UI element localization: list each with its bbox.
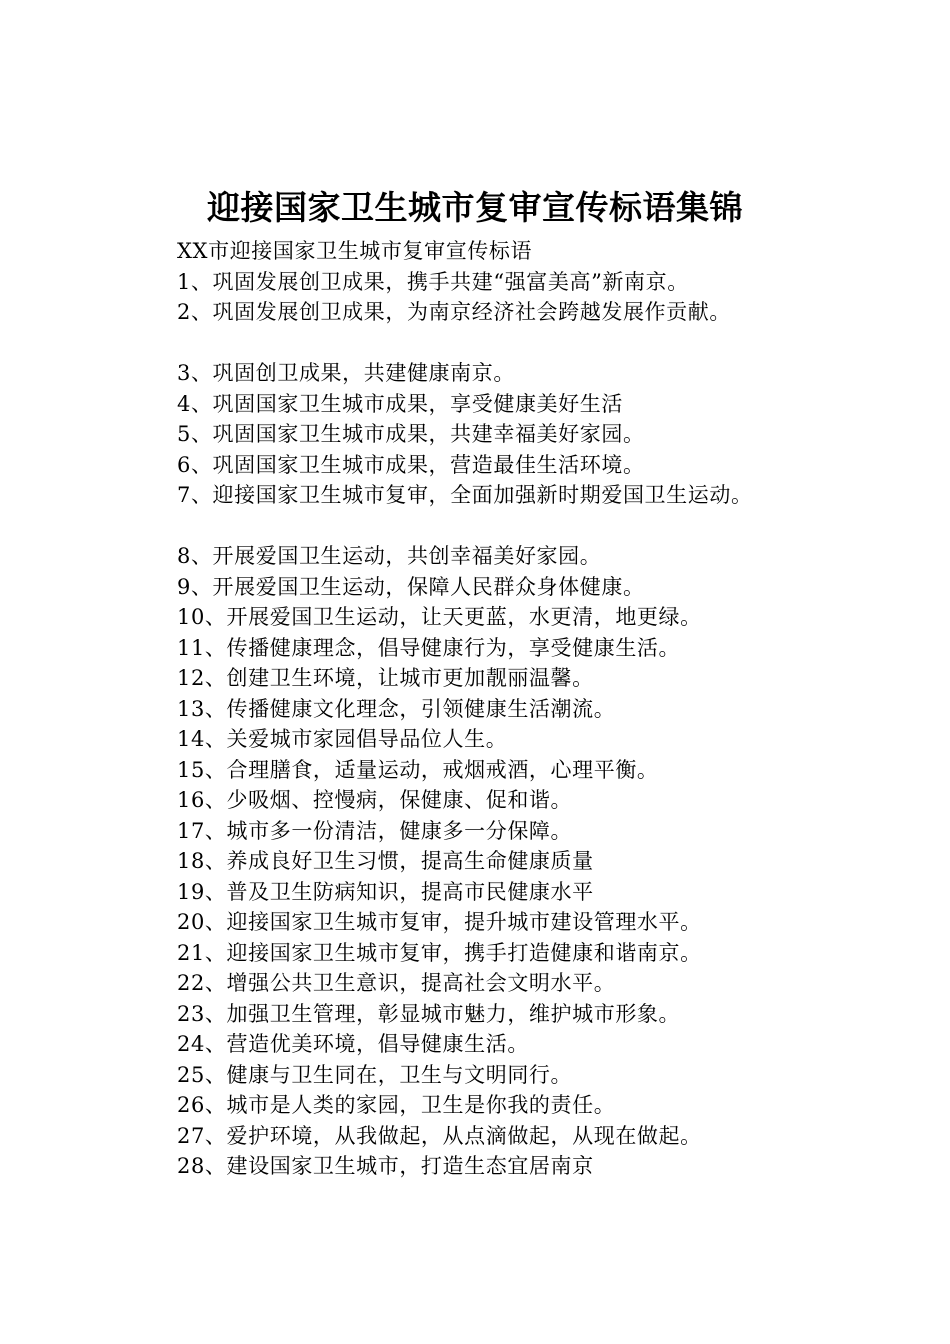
slogan-line: 8、开展爱国卫生运动，共创幸福美好家园。 xyxy=(177,544,602,568)
slogan-line: 16、少吸烟、控慢病，保健康、促和谐。 xyxy=(177,788,573,812)
paragraph-spacer xyxy=(177,511,877,542)
slogan-line: 5、巩固国家卫生城市成果，共建幸福美好家园。 xyxy=(177,422,645,446)
slogan-line: 14、关爱城市家园倡导品位人生。 xyxy=(177,727,508,751)
slogan-line: 25、健康与卫生同在，卫生与文明同行。 xyxy=(177,1062,573,1087)
slogan-line: 13、传播健康文化理念，引领健康生活潮流。 xyxy=(177,696,616,721)
slogan-line: 10、开展爱国卫生运动，让天更蓝，水更清，地更绿。 xyxy=(177,605,702,629)
slogan-line: 17、城市多一份清洁，健康多一分保障。 xyxy=(177,818,573,843)
slogan-line: 18、养成良好卫生习惯，提高生命健康质量 xyxy=(177,849,594,873)
slogan-line: 12、创建卫生环境，让城市更加靓丽温馨。 xyxy=(177,666,594,690)
paragraph-spacer xyxy=(177,328,877,359)
document-subtitle: XX市迎接国家卫生城市复审宣传标语 xyxy=(177,239,533,263)
slogan-line: 24、营造优美环境，倡导健康生活。 xyxy=(177,1032,529,1056)
slogan-line: 27、爱护环境，从我做起，从点滴做起，从现在做起。 xyxy=(177,1123,702,1148)
slogan-line: 26、城市是人类的家园，卫生是你我的责任。 xyxy=(177,1093,616,1117)
slogan-line: 6、巩固国家卫生城市成果，营造最佳生活环境。 xyxy=(177,452,645,477)
document-body xyxy=(177,236,877,1182)
slogan-line: 9、开展爱国卫生运动，保障人民群众身体健康。 xyxy=(177,574,645,599)
slogan-line: 15、合理膳食，适量运动，戒烟戒酒，心理平衡。 xyxy=(177,757,659,782)
slogan-line: 2、巩固发展创卫成果，为南京经济社会跨越发展作贡献。 xyxy=(177,300,731,324)
slogan-line: 7、迎接国家卫生城市复审，全面加强新时期爱国卫生运动。 xyxy=(177,483,753,507)
slogan-line: 22、增强公共卫生意识，提高社会文明水平。 xyxy=(177,971,616,995)
slogan-line: 11、传播健康理念，倡导健康行为，享受健康生活。 xyxy=(177,635,681,660)
slogan-line: 28、建设国家卫生城市，打造生态宜居南京 xyxy=(177,1154,594,1178)
slogan-line: 21、迎接国家卫生城市复审，携手打造健康和谐南京。 xyxy=(177,940,702,965)
slogan-line: 20、迎接国家卫生城市复审，提升城市建设管理水平。 xyxy=(177,910,702,934)
slogan-line: 23、加强卫生管理，彰显城市魅力，维护城市形象。 xyxy=(177,1001,681,1026)
slogan-line: 19、普及卫生防病知识，提高市民健康水平 xyxy=(177,879,594,904)
document-title: 迎接国家卫生城市复审宣传标语集锦 xyxy=(207,188,743,227)
slogan-line: 1、巩固发展创卫成果，携手共建“强富美高”新南京。 xyxy=(177,269,689,294)
slogan-line: 3、巩固创卫成果，共建健康南京。 xyxy=(177,361,515,385)
slogan-line: 4、巩固国家卫生城市成果，享受健康美好生活 xyxy=(177,391,623,416)
